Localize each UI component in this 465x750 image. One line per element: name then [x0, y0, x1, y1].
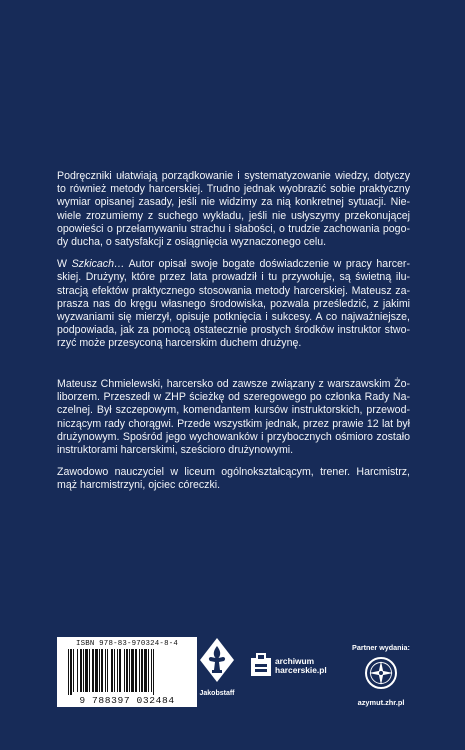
isbn-barcode	[57, 637, 197, 707]
azymut-label: azymut.zhr.pl	[357, 698, 405, 707]
compass-circle-icon	[363, 655, 399, 691]
fleur-de-lis-diamond-icon	[198, 636, 236, 684]
archiwum-harcerskie-logo	[250, 651, 340, 681]
book-description	[57, 170, 410, 351]
barcode-digits: 9 788397 032484	[79, 695, 175, 706]
book-title-italic: Szkicach…	[71, 258, 125, 271]
jakobstaff-logo	[198, 636, 236, 697]
description-paragraph-1: Podręczniki ułatwiają porządkowanie i systematyzowanie wiedzy, dotyczy to również metody harcerskiej. Trudno jednak wyobrazić sobie praktyczny wymiar opisanej zasady, jeśli nie widzimy za nią konkretnej sytuacji. Niewiele zrozumiemy z suchego wykładu, jeśli nie usłyszymy przekonującej opowieści o przełamywaniu strachu i słabości, o trudzie zachowania pogody ducha, o satysfakcji z osiągnięcia wyznaczonego celu.	[57, 170, 410, 249]
partner-label: Partner wydania:	[352, 643, 410, 652]
description-paragraph-2	[57, 258, 410, 350]
description-rest: Autor opisał swoje bogate doświadczenie w pracy harcerskiej. Drużyny, które przez lata prowadził i tu przywołuje, są świetną ilustracją efektów praktycznego stosowania metody harcerskiej. Mateusz zaprasza nas do kręgu własnego środowiska, pozwala prześledzić, z jakimi wyzwaniami się mierzył, opisuje potknięcia i sukcesy. A co najważniejsze, podpowiada, jak za pomocą ostatecznie prostych środków instruktor stworzyć może przesyconą harcerskim duchem drużynę.	[57, 258, 410, 350]
isbn-label: ISBN 978-83-970324-8-4	[76, 640, 178, 648]
bio-paragraph-1: Mateusz Chmielewski, harcersko od zawsze związany z warszawskim Żoliborzem. Przeszedł w ZHP ścieżkę od szeregowego po członka Rady Naczelnej. Był szczepowym, komendantem kursów instruktorskich, przewodniczącym rady chorągwi. Przede wszystkim jednak, przez prawie 12 lat był drużynowym. Spośród jego wychowanków i przybocznych ośmioro zostało instruktorami harcerskimi, sześcioro drużynowymi.	[57, 378, 410, 457]
archive-box-icon	[250, 653, 272, 677]
archiwum-domain: harcerskie.pl	[275, 665, 327, 675]
description-lead: W	[57, 258, 72, 271]
barcode-bars	[68, 649, 186, 695]
bio-paragraph-2: Zawodowo nauczyciel w liceum ogólnokształcącym, trener. Harcmistrz, mąż harcmistrzyni, ojciec córeczki.	[57, 466, 410, 492]
azymut-logo	[354, 655, 408, 707]
author-bio	[57, 378, 410, 493]
jakobstaff-label: Jakobstaff	[199, 690, 235, 697]
archiwum-label: archiwum	[275, 656, 315, 666]
